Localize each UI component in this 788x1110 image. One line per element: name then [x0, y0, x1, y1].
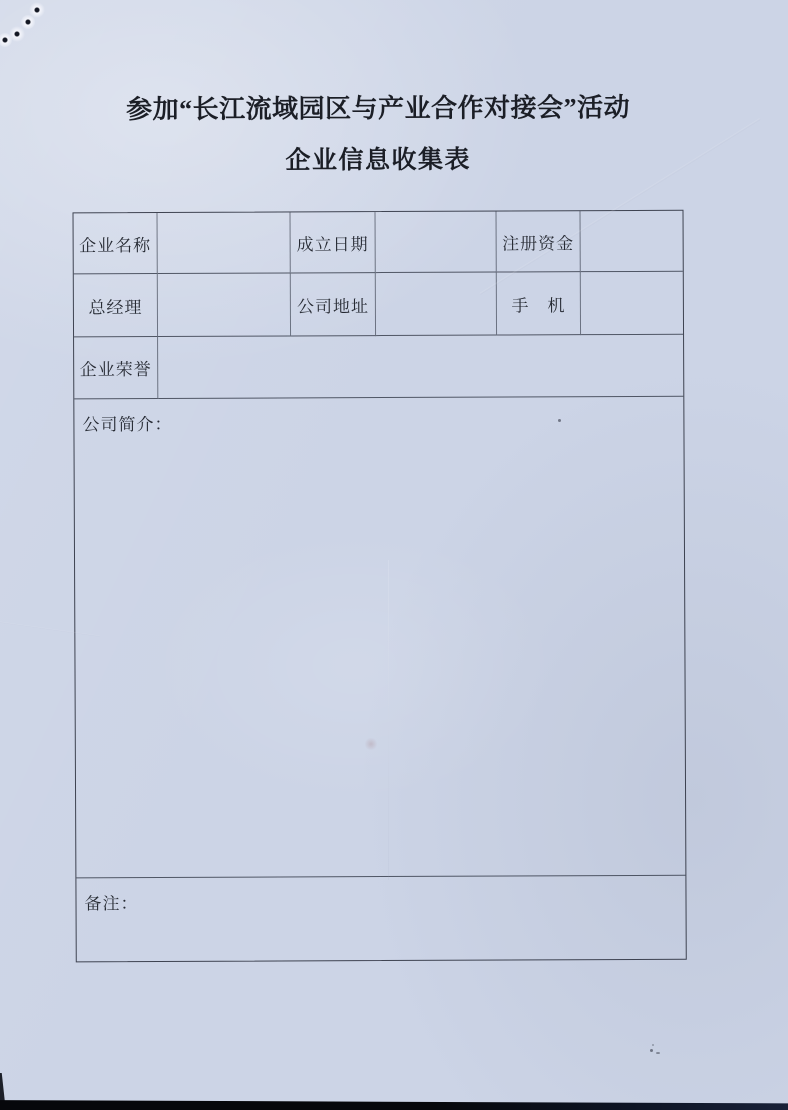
- remarks-cell: [76, 876, 685, 962]
- mobile-label: 手 机: [497, 272, 581, 335]
- document-title: [0, 86, 758, 177]
- registered-capital-label: 注册资金: [497, 211, 581, 272]
- paper-smudge: [364, 738, 378, 750]
- company-intro-label: 公司简介：: [82, 414, 173, 435]
- general-manager-label: 总经理: [74, 274, 158, 337]
- company-address-label: 公司地址: [291, 273, 376, 336]
- title-line-1: 参加“长江流域园区与产业合作对接会”活动: [125, 92, 631, 125]
- company-intro-cell: [74, 397, 685, 879]
- honors-label: 企业荣誉: [74, 337, 158, 399]
- staple-mark: [21, 15, 35, 29]
- ink-speck: [558, 419, 561, 422]
- ink-speck: [652, 1044, 654, 1046]
- company-name-label: 企业名称: [74, 213, 158, 274]
- company-address-value: [376, 273, 497, 337]
- mobile-value: [581, 272, 683, 335]
- ink-speck: [656, 1052, 660, 1054]
- founding-date-label: 成立日期: [291, 212, 376, 273]
- ink-speck: [650, 1049, 653, 1052]
- founding-date-value: [376, 212, 497, 274]
- title-line-2: 企业信息收集表: [285, 146, 472, 175]
- paper-crease: [388, 560, 389, 880]
- general-manager-value: [158, 273, 291, 337]
- info-form-table: [73, 210, 687, 963]
- remarks-label: 备注：: [84, 894, 139, 914]
- company-name-value: [158, 212, 291, 274]
- honors-value: [158, 335, 683, 399]
